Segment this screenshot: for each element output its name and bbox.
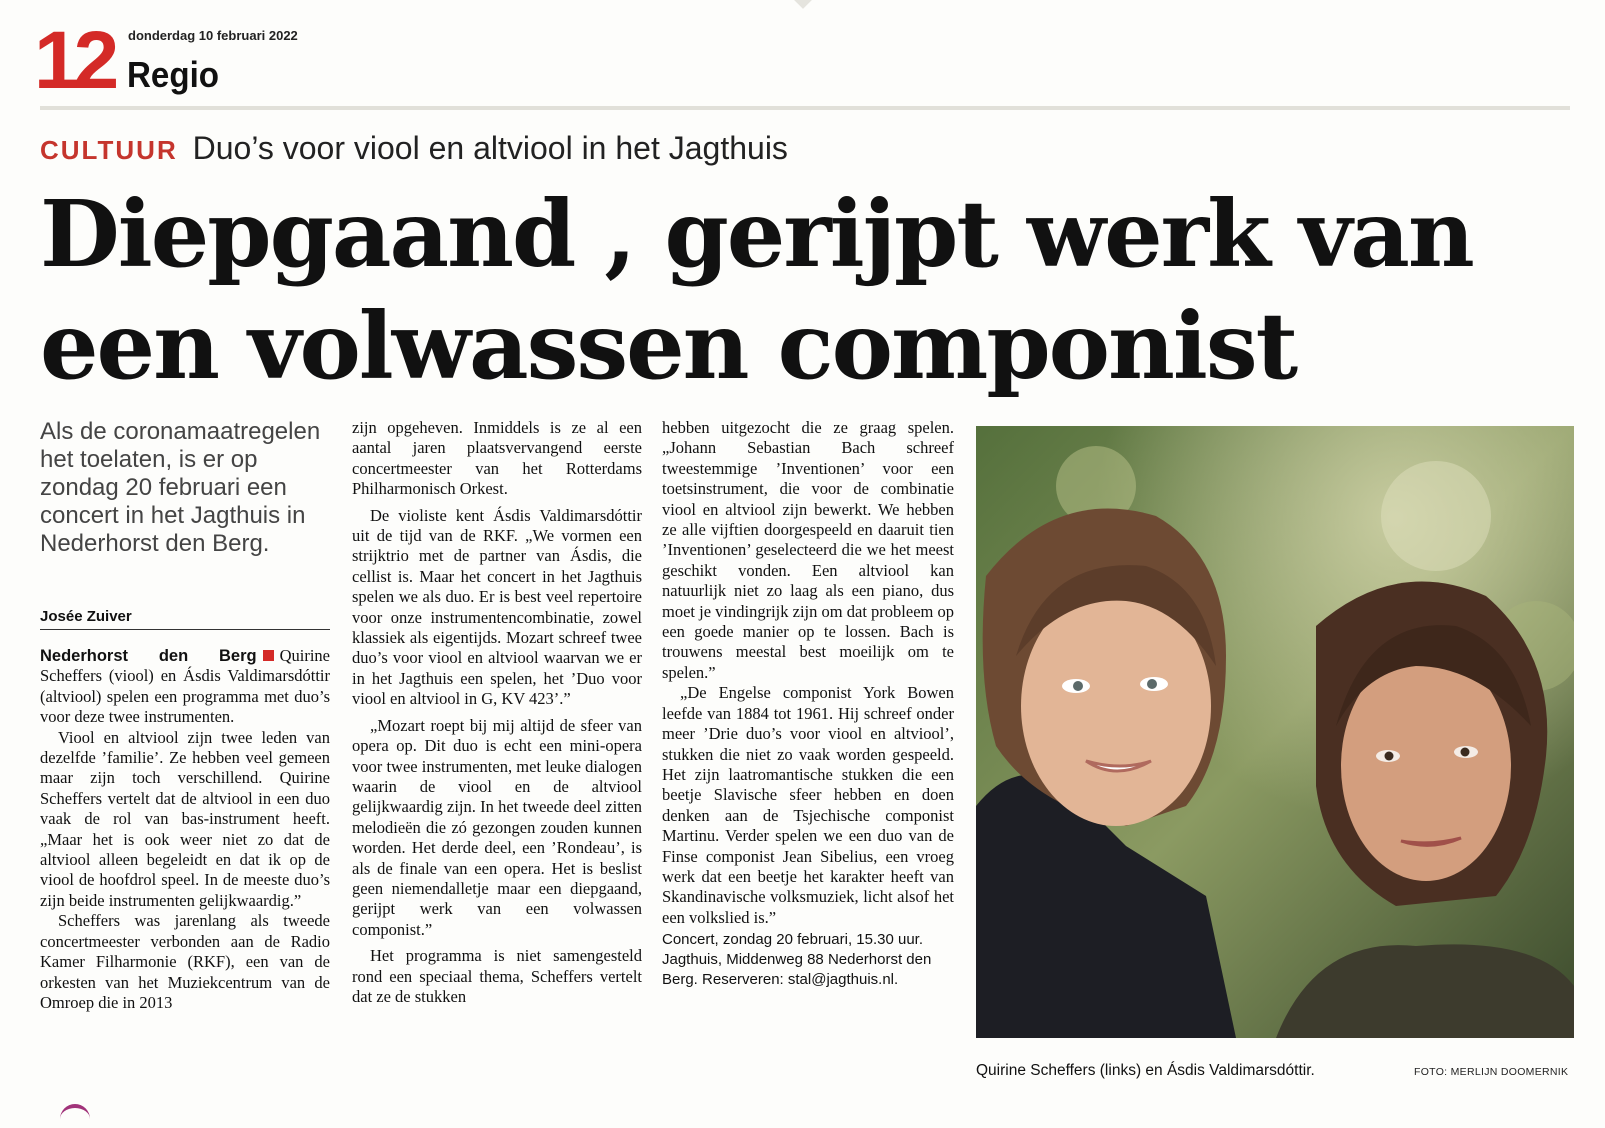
byline: Josée Zuiver xyxy=(40,608,132,625)
article-column-1 xyxy=(40,646,330,1013)
article-paragraph: Scheffers was jarenlang als tweede concertmeester verbonden aan de Radio Kamer Filharmonie (RKF), een van de orkesten van het Muziekcentrum van de Omroep die in 2013 xyxy=(40,911,330,1012)
photo-credit: FOTO: MERLIJN DOOMERNIK xyxy=(1414,1066,1569,1078)
article-paragraph: zijn opgeheven. Inmiddels is ze al een aantal jaren plaatsvervangend eerste concertmeester van het Rotterdams Philharmonisch Orkest. xyxy=(352,418,642,499)
dateline: Nederhorst den Berg xyxy=(40,647,257,665)
article-paragraph: De violiste kent Ásdis Valdimarsdóttir uit de tijd van de RKF. „We vormen een strijktrio met de partner van Ásdis, die cellist is. Maar het concert in het Jagthuis spelen we als duo. Er is best veel repertoire voor onze instrumentencombinatie, zowel klassiek als eigentijds. Mozart schreef twee duo’s voor viool en altviool waarvan we er in het Jagthuis een spelen, het ’Duo voor viool en altviool in G, KV 423’.” xyxy=(352,505,642,709)
portrait-photo-illustration xyxy=(976,426,1574,1038)
top-fold-marker xyxy=(793,0,813,9)
header-rule xyxy=(40,106,1570,110)
article-paragraph: „De Engelse componist York Bowen leefde van 1884 tot 1961. Hij schreef onder meer ’Drie duo’s voor viool en altviool’, stukken die niet zo vaak worden gespeeld. Het zijn laatromantische stukken die een beetje Slavische sfeer hebben en doen denken aan de Tsjechische componist Martinu. Verder spelen we een duo van de Finse componist Jean Sibelius, een vroeg werk dat een beetje het karakter heeft van Skandinavische volksmuziek, licht alsof het een volkslied is.” xyxy=(662,683,954,927)
photo-caption: Quirine Scheffers (links) en Ásdis Valdimarsdóttir. xyxy=(976,1062,1315,1079)
kicker-line xyxy=(40,130,788,167)
article-column-3 xyxy=(662,418,954,990)
article-photo xyxy=(976,426,1574,1038)
article-paragraph: hebben uitgezocht die ze graag spelen. „Johann Sebastian Bach schreef tweestemmige ’Inventionen’ voor een toetsinstrument, die voor de combinatie viool en altviool zijn bewerkt. We hebben ze alle vijftien doorgespeeld en daaruit tien ’Inventionen’ geselecteerd die we het meest geschikt vonden. Een altviool kan natuurlijk niet zo laag als een piano, dus moet je vindingrijk zijn om dat probleem op een goede manier op te lossen. Bach is trouwens meestal best moeilijk om te spelen.” xyxy=(662,418,954,682)
article-paragraph: Nederhorst den Berg Quirine Scheffers (viool) en Ásdis Valdimarsdóttir (altviool) spelen een programma met duo’s voor deze twee instrumenten. xyxy=(40,646,330,727)
headline-line-1: Diepgaand , gerijpt werk van xyxy=(40,180,1473,288)
kicker-title: Duo’s voor viool en altviool in het Jagthuis xyxy=(192,130,788,166)
intro-text: Als de coronamaatregelen het toelaten, is er op zondag 20 februari een concert in het Jagthuis in Nederhorst den Berg. xyxy=(40,418,321,557)
article-paragraph: „Mozart roept bij mij altijd de sfeer van opera op. Dit duo is echt een mini-opera voor twee instrumenten, met leuke dialogen waarin de viool en de altviool gelijkwaardig zijn. In het tweede deel zitten melodieën die zó gezongen zouden kunnen worden. Het derde deel, een ’Rondeau’, is als de finale van een opera. Het is beslist geen niemendalletje maar een diepgaand, gerijpt werk van een volwassen componist.” xyxy=(352,715,642,939)
article-paragraph: Viool en altviool zijn twee leden van dezelfde ’familie’. Ze hebben veel gemeen maar zijn toch verschillend. Quirine Scheffers vertelt dat de altviool in een duo vaak de rol van bas-instrument heeft. „Maar het is ook weer niet zo dat de altviool alleen begeleidt en dat ik op de viool de hoofdrol speel. In de meeste duo’s zijn beide instrumenten gelijkwaardig.” xyxy=(40,727,330,910)
headline xyxy=(40,178,1580,402)
article-paragraph: Het programma is niet samengesteld rond een speciaal thema, Scheffers vertelt dat ze de stukken xyxy=(352,946,642,1006)
concert-info: Concert, zondag 20 februari, 15.30 uur. Jagthuis, Middenweg 88 Nederhorst den Berg. Reserveren: stal@jagthuis.nl. xyxy=(662,931,932,989)
issue-date: donderdag 10 februari 2022 xyxy=(128,28,298,43)
byline-rule xyxy=(40,629,330,630)
headline-line-2: een volwassen componist xyxy=(40,292,1297,400)
page-number: 12 xyxy=(34,15,114,106)
corner-decoration xyxy=(60,1104,90,1128)
dateline-square-icon xyxy=(263,650,274,661)
article-column-2 xyxy=(352,418,642,1007)
kicker-label: CULTUUR xyxy=(40,135,178,165)
section-title: Regio xyxy=(127,54,220,95)
